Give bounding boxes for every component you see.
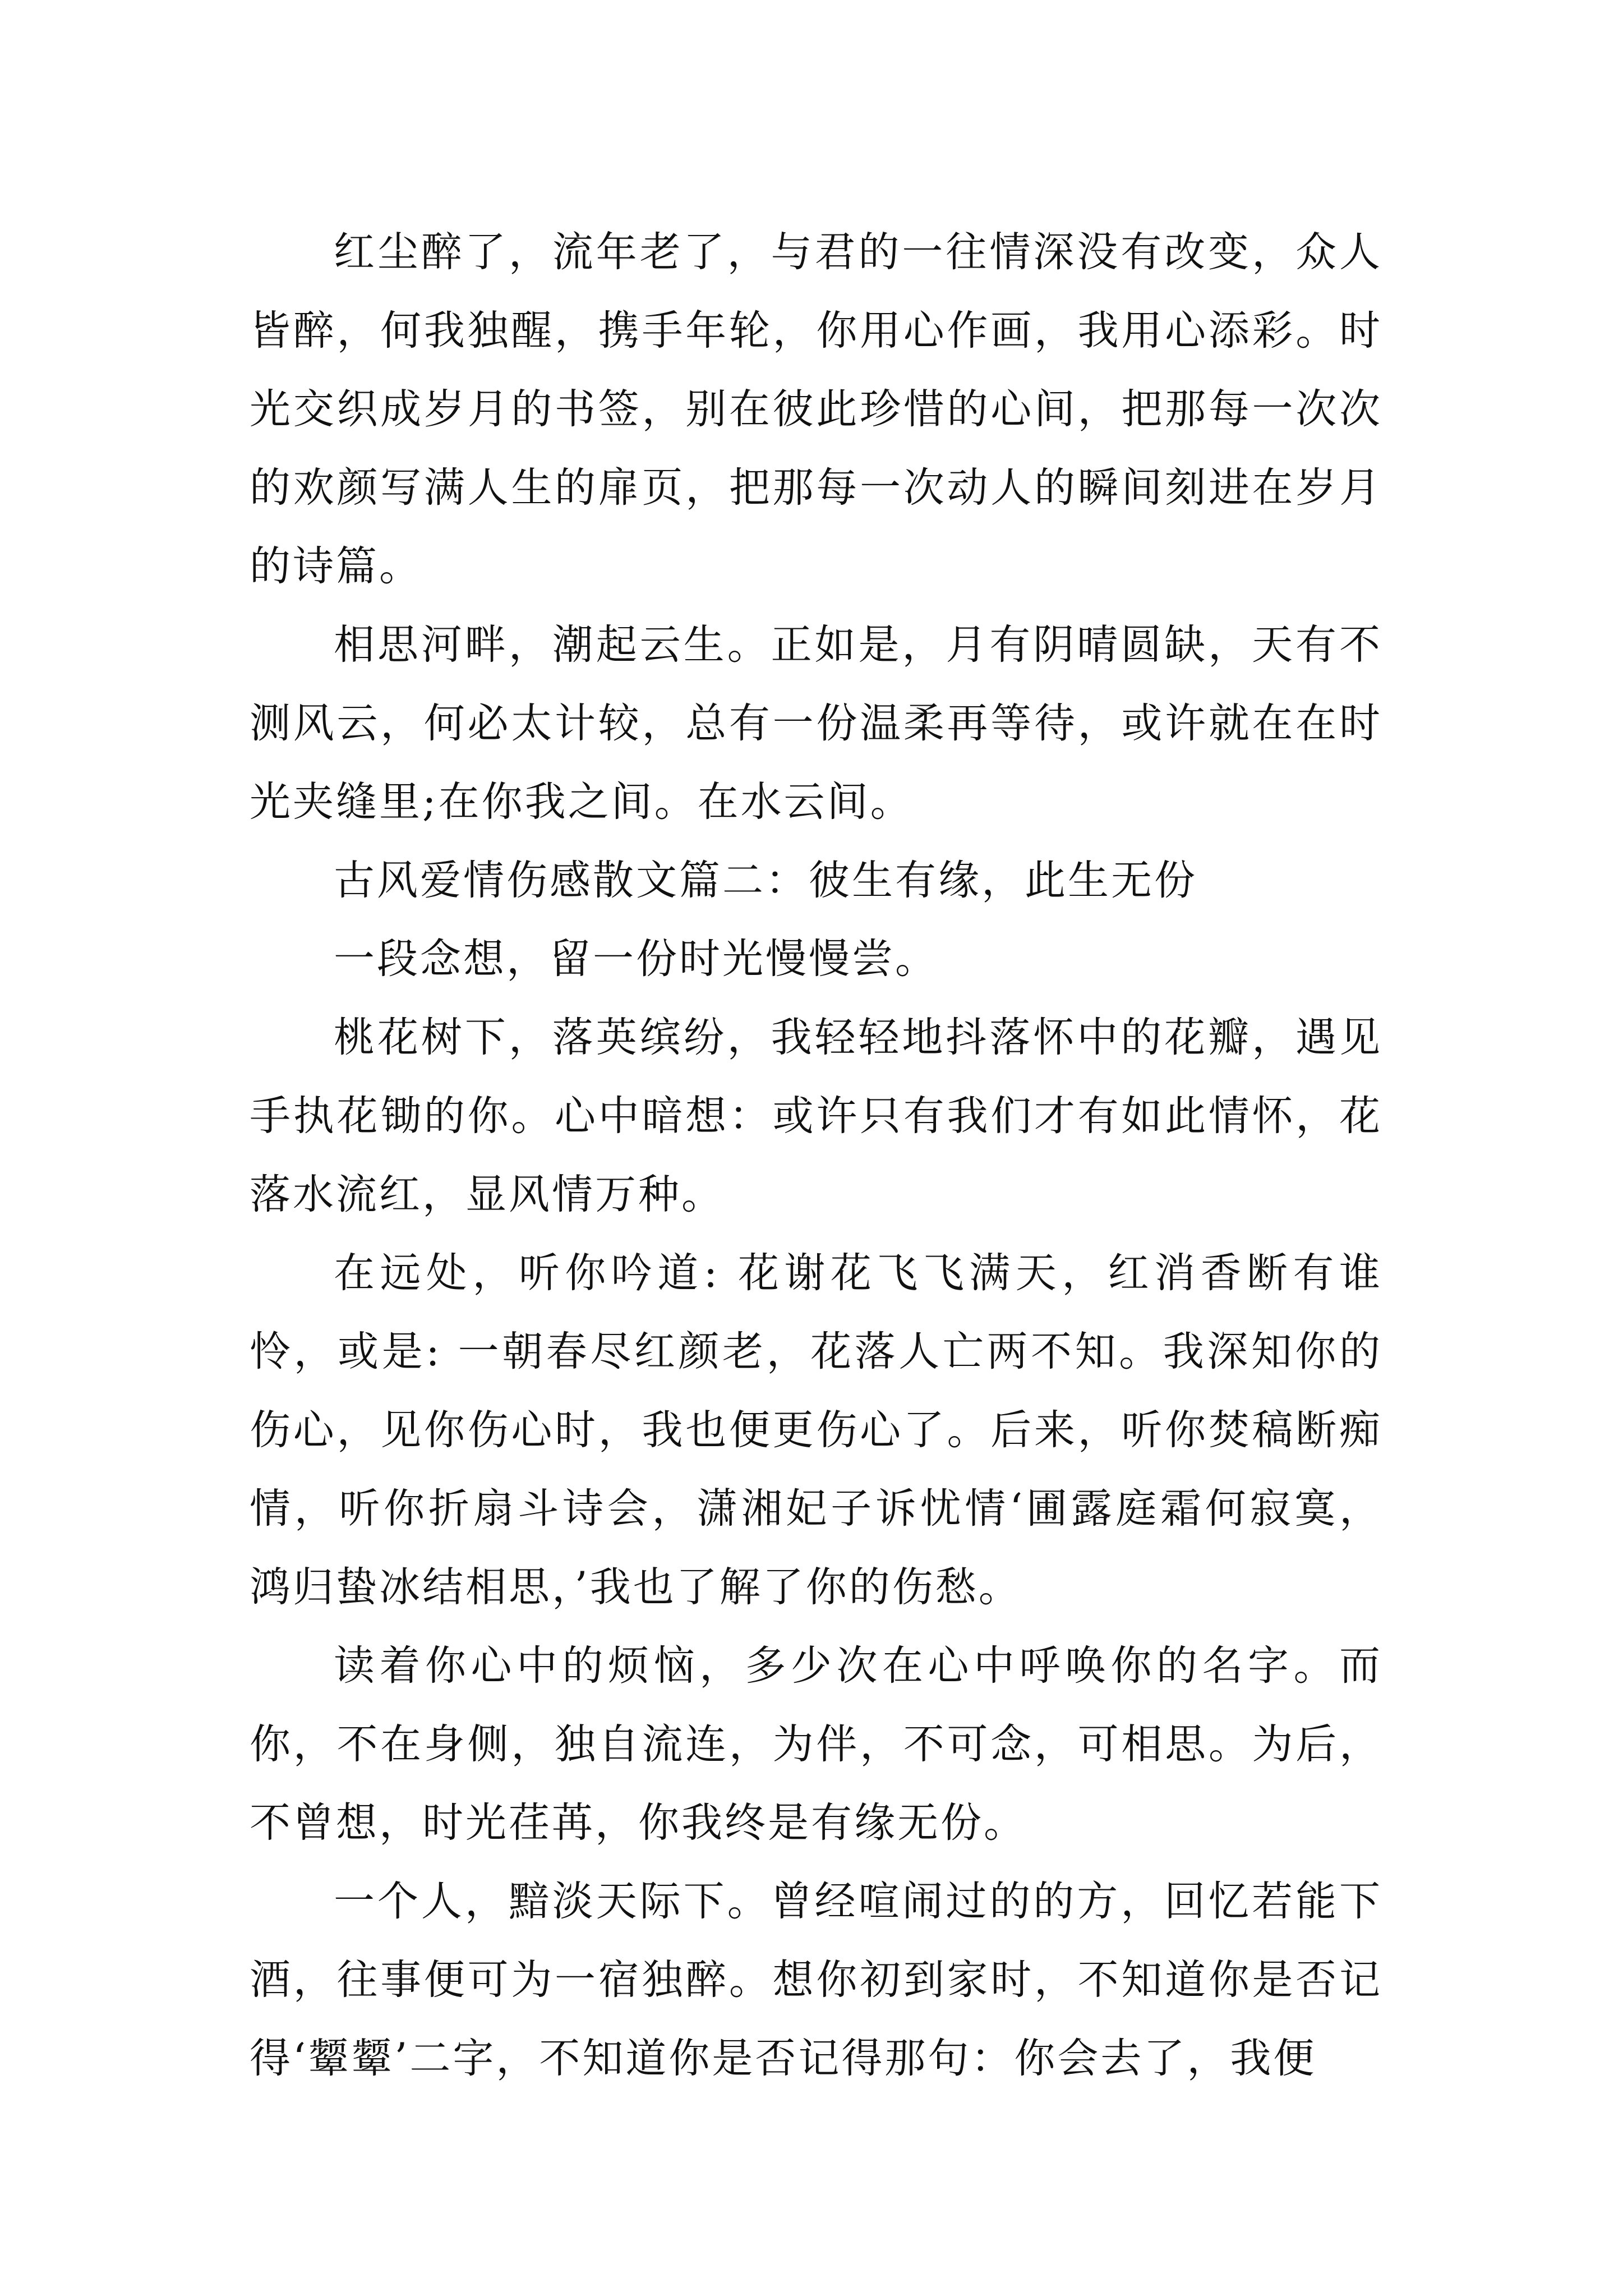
- paragraph-4: 桃花树下，落英缤纷，我轻轻地抖落怀中的花瓣，遇见手执花锄的你。心中暗想：或许只有我们才有如此情怀，花落水流红，显风情万种。: [250, 1014, 1382, 1218]
- paragraph-2: 相思河畔，潮起云生。正如是，月有阴晴圆缺，天有不测风云，何必太计较，总有一份温柔再等待，或许就在在时光夹缝里;在你我之间。在水云间。: [250, 621, 1382, 826]
- paragraph-7: 一个人，黯淡天际下。曾经喧闹过的的方，回忆若能下酒，往事便可为一宿独醉。想你初到家时，不知道你是否记得‘颦颦’二字，不知道你是否记得那句：你会去了，我便: [250, 1878, 1382, 2082]
- paragraph-6: 读着你心中的烦恼，多少次在心中呼唤你的名字。而你，不在身侧，独自流连，为伴，不可念，可相思。为后，不曾想，时光荏苒，你我终是有缘无份。: [250, 1642, 1382, 1847]
- paragraph-5: 在远处，听你吟道: 花谢花飞飞满天，红消香断有谁怜，或是: 一朝春尽红颜老，花落人亡两不知。我深知你的伤心，见你伤心时，我也便更伤心了。后来，听你焚稿断痴情，听你折扇斗诗会，潇湘妃子诉忧情‘圃露庭霜何寂寞，鸿归蛰冰结相思，’我也了解了你的伤愁。: [250, 1249, 1382, 1611]
- paragraph-1: 红尘醉了，流年老了，与君的一往情深没有改变，众人皆醉，何我独醒，携手年轮，你用心作画，我用心添彩。时光交织成岁月的书签，别在彼此珍惜的心间，把那每一次次的欢颜写满人生的扉页，把那每一次动人的瞬间刻进在岁月的诗篇。: [250, 228, 1382, 590]
- body-text: [250, 213, 1382, 2098]
- section-heading: 古风爱情伤感散文篇二：彼生有缘，此生无份: [334, 857, 1197, 904]
- paragraph-3: 一段念想，留一份时光慢慢尝。: [334, 935, 938, 983]
